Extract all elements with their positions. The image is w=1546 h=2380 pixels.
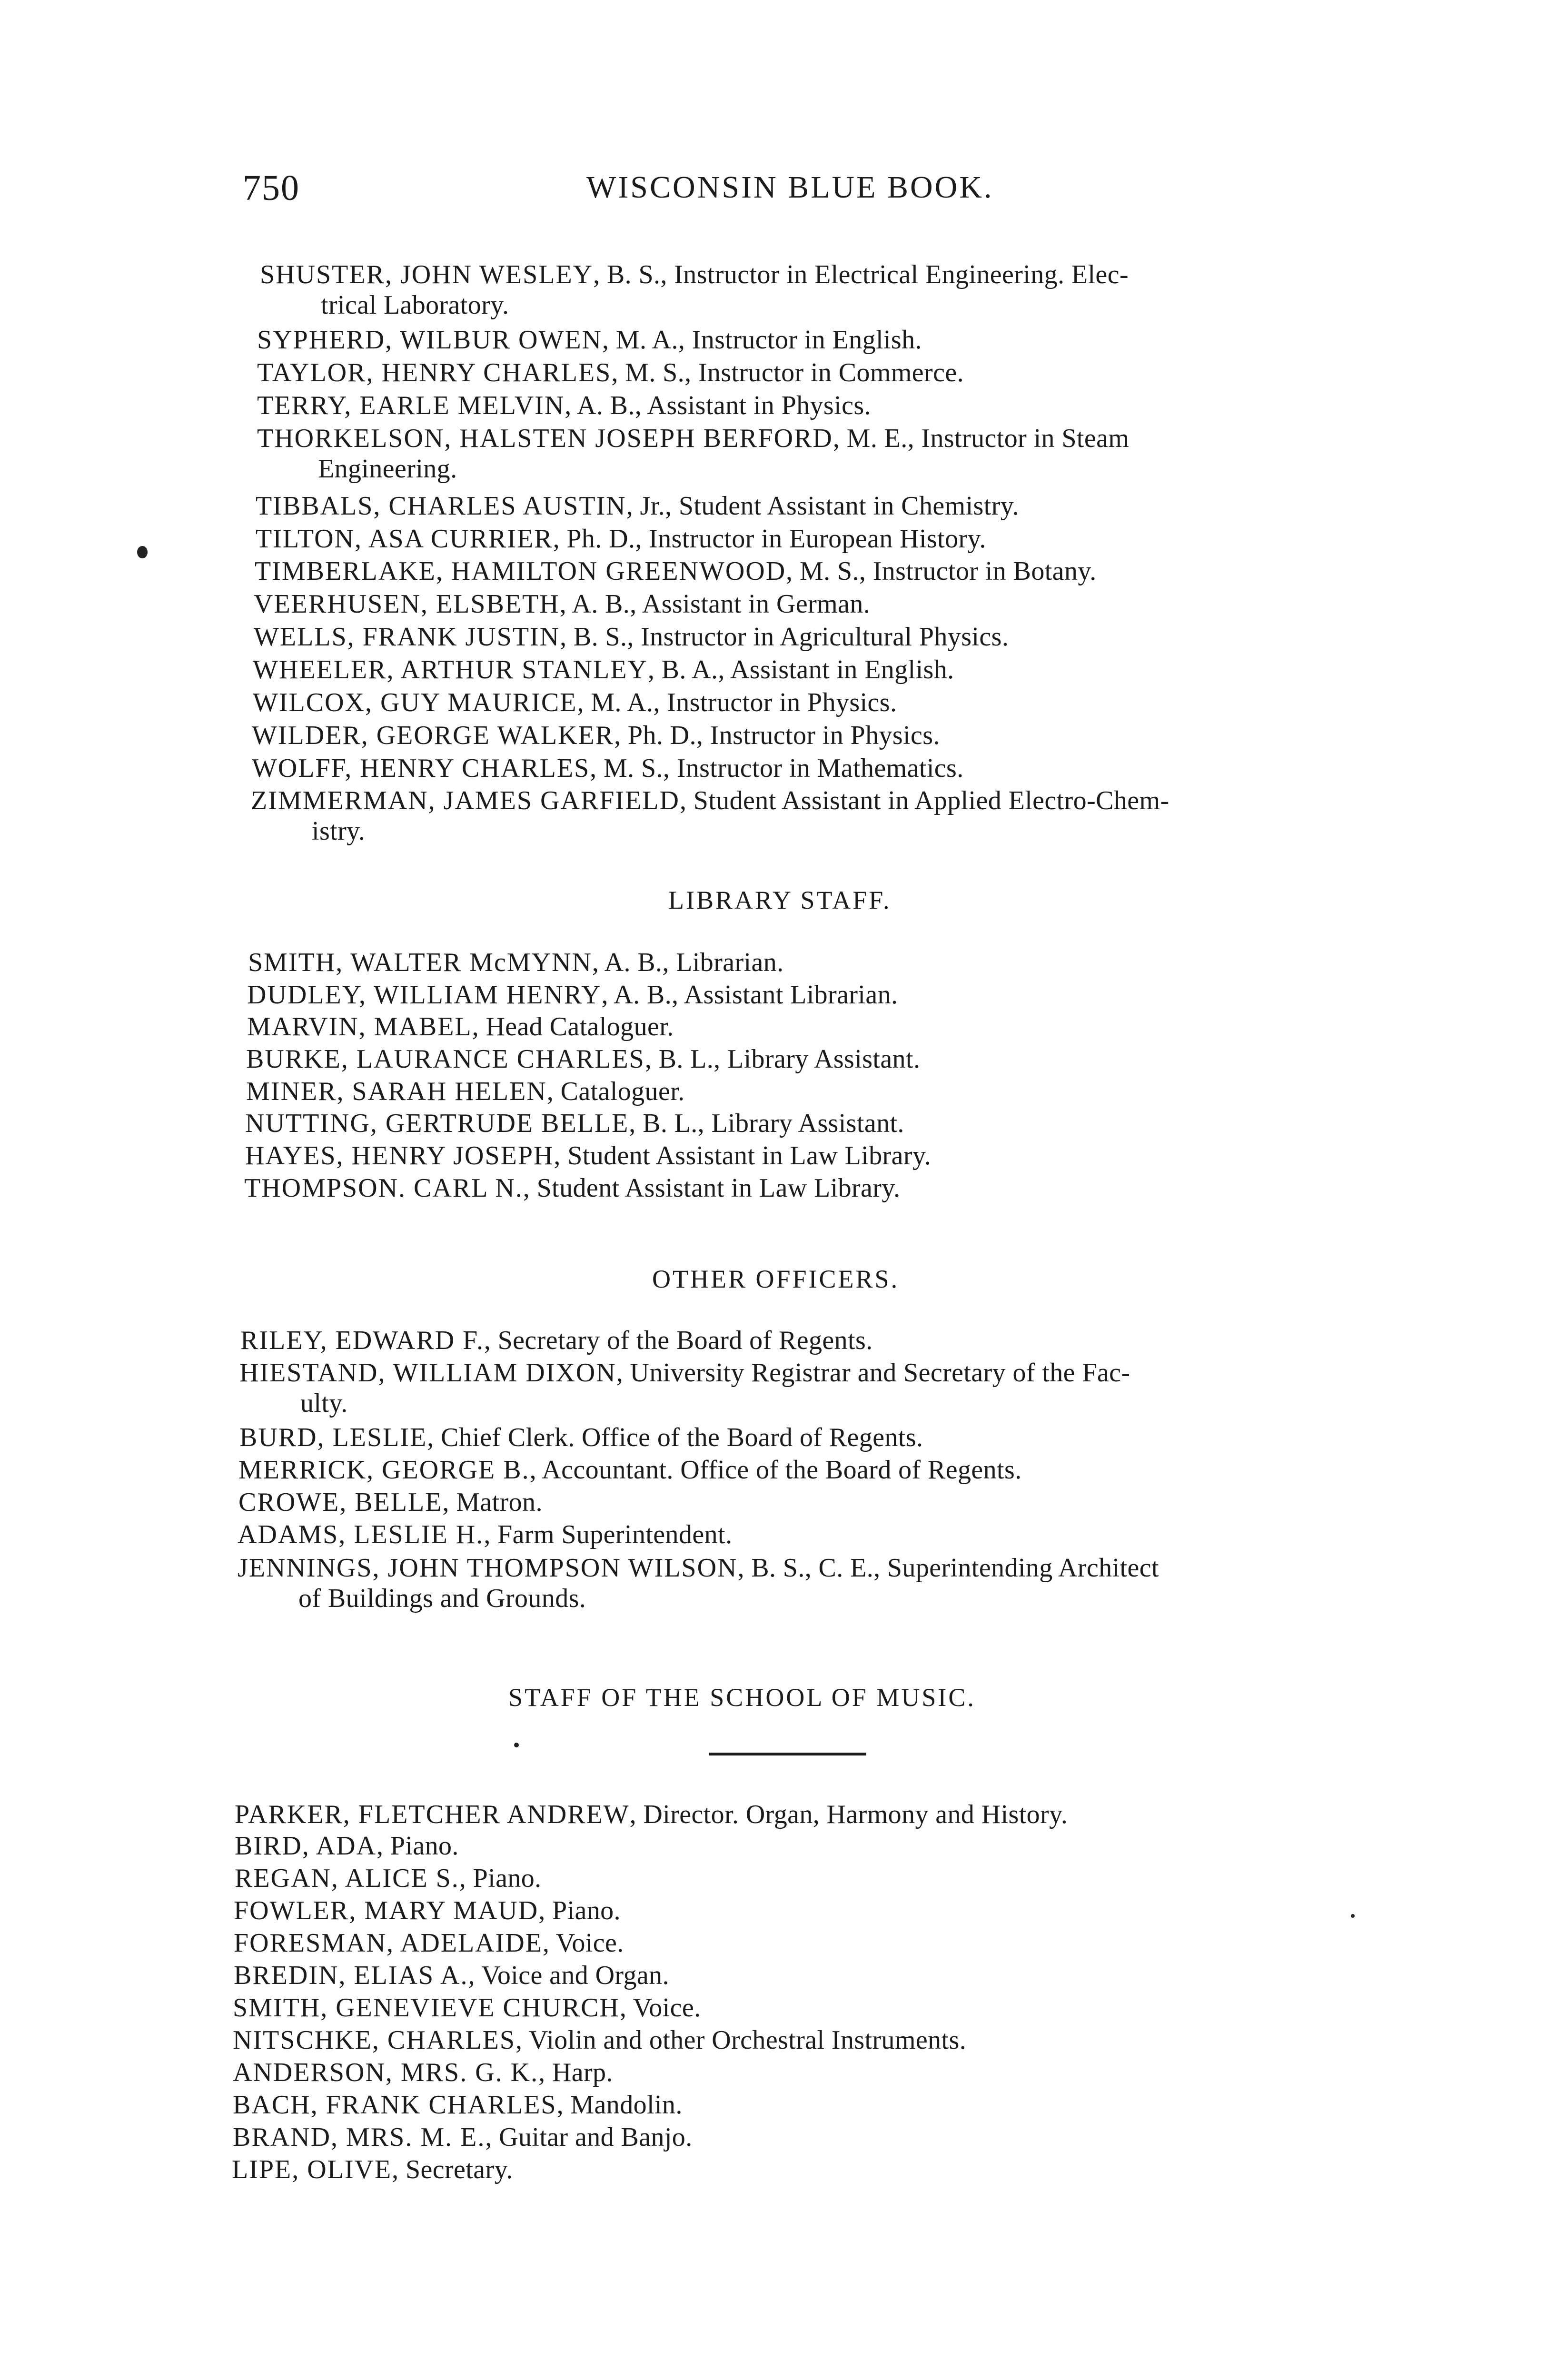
list-entry: JENNINGS, JOHN THOMPSON WILSON, B. S., C. E., Superintending Architect of Buildings and Grounds. <box>238 1553 1159 1613</box>
list-entry: MARVIN, MABEL, Head Cataloguer. <box>247 1012 674 1041</box>
running-title: WISCONSIN BLUE BOOK. <box>586 170 994 205</box>
list-entry: NUTTING, GERTRUDE BELLE, B. L., Library Assistant. <box>245 1109 904 1138</box>
list-entry: ANDERSON, MRS. G. K., Harp. <box>233 2058 613 2087</box>
list-entry: HIESTAND, WILLIAM DIXON, University Registrar and Secretary of the Fac- ulty. <box>239 1358 1130 1418</box>
list-entry: RILEY, EDWARD F., Secretary of the Board of Regents. <box>240 1326 873 1355</box>
list-entry: SYPHERD, WILBUR OWEN, M. A., Instructor in English. <box>257 325 922 355</box>
list-entry: BREDIN, ELIAS A., Voice and Organ. <box>234 1961 669 1990</box>
list-entry: BIRD, ADA, Piano. <box>235 1831 459 1861</box>
scan-speck <box>514 1743 519 1747</box>
list-entry: REGAN, ALICE S., Piano. <box>235 1864 542 1893</box>
list-entry: ZIMMERMAN, JAMES GARFIELD, Student Assistant in Applied Electro-Chem- istry. <box>251 786 1169 846</box>
list-entry: VEERHUSEN, ELSBETH, A. B., Assistant in German. <box>254 589 871 619</box>
list-entry: BURKE, LAURANCE CHARLES, B. L., Library Assistant. <box>246 1044 921 1074</box>
list-entry: TILTON, ASA CURRIER, Ph. D., Instructor in European History. <box>256 524 986 554</box>
list-entry: WHEELER, ARTHUR STANLEY, B. A., Assistant in English. <box>253 655 954 684</box>
list-entry: HAYES, HENRY JOSEPH, Student Assistant in Law Library. <box>245 1141 932 1170</box>
list-entry: DUDLEY, WILLIAM HENRY, A. B., Assistant Librarian. <box>247 980 898 1010</box>
list-entry: BRAND, MRS. M. E., Guitar and Banjo. <box>233 2122 693 2152</box>
list-entry: SMITH, GENEVIEVE CHURCH, Voice. <box>233 1993 701 2023</box>
list-entry: PARKER, FLETCHER ANDREW, Director. Organ, Harmony and History. <box>235 1800 1068 1829</box>
list-entry: CROWE, BELLE, Matron. <box>238 1488 543 1517</box>
list-entry: LIPE, OLIVE, Secretary. <box>232 2155 513 2184</box>
list-entry: WILDER, GEORGE WALKER, Ph. D., Instructor in Physics. <box>252 721 940 750</box>
section-heading-other-officers: OTHER OFFICERS. <box>652 1265 900 1293</box>
list-entry: THORKELSON, HALSTEN JOSEPH BERFORD, M. E., Instructor in Steam Engineering. <box>257 424 1130 484</box>
section-divider <box>709 1753 866 1755</box>
list-entry: THOMPSON. CARL N., Student Assistant in Law Library. <box>244 1173 901 1203</box>
list-entry: WILCOX, GUY MAURICE, M. A., Instructor in Physics. <box>253 688 897 717</box>
list-entry: BACH, FRANK CHARLES, Mandolin. <box>233 2090 683 2120</box>
page-number: 750 <box>243 168 300 208</box>
list-entry: ADAMS, LESLIE H., Farm Superintendent. <box>238 1520 733 1549</box>
list-entry: SMITH, WALTER McMYNN, A. B., Librarian. <box>248 948 784 977</box>
list-entry: BURD, LESLIE, Chief Clerk. Office of the Board of Regents. <box>239 1423 923 1452</box>
list-entry: MINER, SARAH HELEN, Cataloguer. <box>246 1077 685 1106</box>
list-entry: WOLFF, HENRY CHARLES, M. S., Instructor in Mathematics. <box>252 754 964 783</box>
list-entry: TAYLOR, HENRY CHARLES, M. S., Instructor in Commerce. <box>257 358 964 387</box>
list-entry: TIMBERLAKE, HAMILTON GREENWOOD, M. S., Instructor in Botany. <box>255 556 1097 586</box>
list-entry: MERRICK, GEORGE B., Accountant. Office of the Board of Regents. <box>238 1455 1022 1485</box>
list-entry: FOWLER, MARY MAUD, Piano. <box>234 1896 621 1925</box>
page-header <box>243 168 1147 215</box>
list-entry: WELLS, FRANK JUSTIN, B. S., Instructor in Agricultural Physics. <box>254 622 1009 652</box>
scan-speck <box>1351 1914 1355 1918</box>
list-entry: NITSCHKE, CHARLES, Violin and other Orchestral Instruments. <box>233 2025 967 2055</box>
scan-speck <box>137 546 148 558</box>
section-heading-music-staff: STAFF OF THE SCHOOL OF MUSIC. <box>508 1683 976 1712</box>
list-entry: FORESMAN, ADELAIDE, Voice. <box>234 1928 624 1958</box>
list-entry: TIBBALS, CHARLES AUSTIN, Jr., Student Assistant in Chemistry. <box>256 491 1019 521</box>
section-heading-library-staff: LIBRARY STAFF. <box>668 886 892 914</box>
list-entry: TERRY, EARLE MELVIN, A. B., Assistant in Physics. <box>257 391 871 420</box>
list-entry: SHUSTER, JOHN WESLEY, B. S., Instructor in Electrical Engineering. Elec- trical Laboratory. <box>260 260 1129 320</box>
